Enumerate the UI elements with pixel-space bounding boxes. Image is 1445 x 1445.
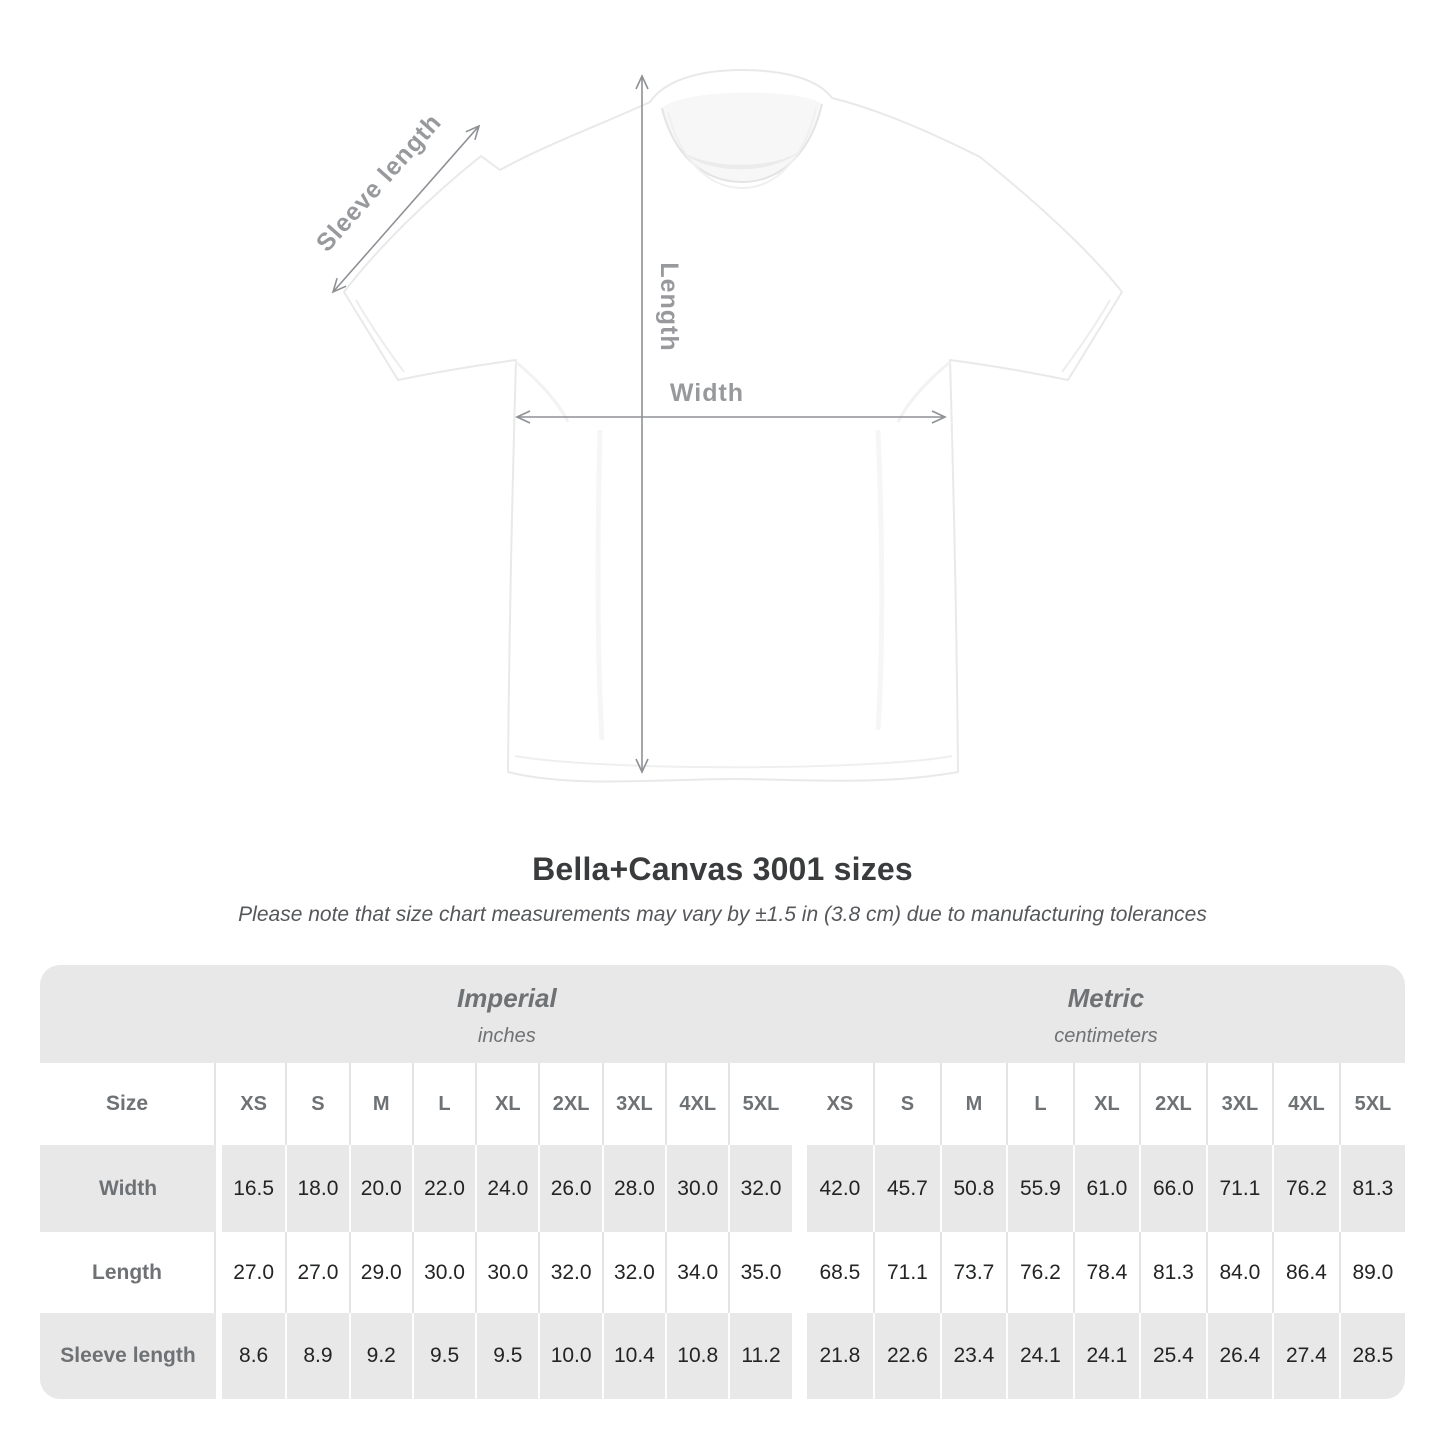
measurement-row-label: Width	[40, 1145, 216, 1232]
size-column-header: XS	[826, 1092, 854, 1115]
size-column-header: S	[873, 1063, 940, 1145]
table-cell: 11.2	[728, 1313, 791, 1399]
table-cell: 68.5	[819, 1260, 861, 1284]
table-cell: 45.7	[873, 1145, 940, 1232]
column-gap	[792, 1145, 807, 1232]
table-cell: 32.0	[728, 1145, 791, 1232]
table-cell: 35.0	[728, 1232, 791, 1313]
table-cell: 22.6	[873, 1313, 940, 1399]
size-column-header: 5XL	[728, 1063, 791, 1145]
column-gap	[792, 1232, 807, 1313]
size-column-header: M	[940, 1063, 1007, 1145]
table-cell: 71.1	[1206, 1145, 1273, 1232]
table-cell: 76.2	[1272, 1145, 1339, 1232]
size-column-header: 2XL	[538, 1063, 601, 1145]
size-table-rows	[40, 1063, 1405, 1399]
table-cell: 30.0	[412, 1232, 475, 1313]
table-cell: 71.1	[873, 1232, 940, 1313]
table-cell: 27.0	[233, 1260, 275, 1284]
table-cell: 76.2	[1006, 1232, 1073, 1313]
table-cell: 84.0	[1206, 1232, 1273, 1313]
size-row-label: Size	[40, 1063, 216, 1145]
measurement-row-label: Sleeve length	[40, 1313, 216, 1399]
table-cell: 18.0	[285, 1145, 348, 1232]
sleeve-length-label: Sleeve length	[310, 108, 448, 258]
table-cell: 50.8	[940, 1145, 1007, 1232]
table-cell: 28.5	[1339, 1313, 1406, 1399]
table-cell: 34.0	[665, 1232, 728, 1313]
table-cell: 22.0	[412, 1145, 475, 1232]
table-cell: 42.0	[807, 1145, 874, 1232]
measurement-row-label: Length	[40, 1232, 216, 1313]
imperial-unit: inches	[477, 1024, 536, 1047]
table-cell: 78.4	[1073, 1232, 1140, 1313]
metric-unit: centimeters	[1054, 1024, 1158, 1047]
table-cell: 9.5	[412, 1313, 475, 1399]
table-cell: 73.7	[940, 1232, 1007, 1313]
units-header-band	[40, 965, 1405, 1063]
size-column-header: 4XL	[665, 1063, 728, 1145]
size-column-header: 3XL	[1206, 1063, 1273, 1145]
size-header-row	[40, 1063, 1405, 1145]
table-cell: 24.1	[1073, 1313, 1140, 1399]
table-cell: 23.4	[940, 1313, 1007, 1399]
table-cell: 27.4	[1272, 1313, 1339, 1399]
table-cell: 32.0	[602, 1232, 665, 1313]
table-cell: 16.5	[222, 1145, 285, 1232]
metric-label: Metric	[1067, 982, 1145, 1013]
table-row	[40, 1232, 1405, 1313]
table-cell: 20.0	[349, 1145, 412, 1232]
size-column-header: S	[285, 1063, 348, 1145]
table-cell: 10.8	[665, 1313, 728, 1399]
size-column-header: XL	[1073, 1063, 1140, 1145]
table-cell: 8.6	[222, 1313, 285, 1399]
table-cell: 24.1	[1006, 1313, 1073, 1399]
tolerance-note: Please note that size chart measurements may vary by ±1.5 in (3.8 cm) due to manufacturing tolerances	[238, 903, 1207, 926]
imperial-group-header	[222, 965, 792, 1063]
table-cell: 32.0	[538, 1232, 601, 1313]
table-cell: 26.0	[538, 1145, 601, 1232]
size-column-header: 4XL	[1272, 1063, 1339, 1145]
table-cell: 30.0	[475, 1232, 538, 1313]
table-cell: 27.0	[285, 1232, 348, 1313]
size-table	[40, 965, 1405, 1399]
column-gap	[792, 1313, 807, 1399]
metric-group-header	[807, 965, 1406, 1063]
table-cell: 24.0	[475, 1145, 538, 1232]
table-cell: 8.9	[285, 1313, 348, 1399]
table-cell: 10.0	[538, 1313, 601, 1399]
size-column-header: 3XL	[602, 1063, 665, 1145]
table-cell: 26.4	[1206, 1313, 1273, 1399]
table-cell: 28.0	[602, 1145, 665, 1232]
table-cell: 25.4	[1139, 1313, 1206, 1399]
size-column-header: M	[349, 1063, 412, 1145]
table-cell: 10.4	[602, 1313, 665, 1399]
size-column-header: XL	[475, 1063, 538, 1145]
table-cell: 55.9	[1006, 1145, 1073, 1232]
table-row	[40, 1145, 1405, 1232]
length-label: Length	[655, 262, 683, 352]
table-cell: 89.0	[1339, 1232, 1406, 1313]
table-cell: 81.3	[1139, 1232, 1206, 1313]
imperial-label: Imperial	[456, 982, 557, 1013]
table-cell: 9.2	[349, 1313, 412, 1399]
table-cell: 30.0	[665, 1145, 728, 1232]
table-cell: 9.5	[475, 1313, 538, 1399]
column-gap	[792, 1063, 807, 1145]
table-cell: 86.4	[1272, 1232, 1339, 1313]
size-column-header: L	[412, 1063, 475, 1145]
table-cell: 81.3	[1339, 1145, 1406, 1232]
width-label: Width	[669, 379, 745, 407]
size-column-header: XS	[240, 1092, 267, 1115]
table-cell: 66.0	[1139, 1145, 1206, 1232]
size-column-header: 5XL	[1339, 1063, 1406, 1145]
table-cell: 61.0	[1073, 1145, 1140, 1232]
table-cell: 29.0	[349, 1232, 412, 1313]
table-cell: 21.8	[807, 1313, 874, 1399]
table-row	[40, 1313, 1405, 1399]
page-title: Bella+Canvas 3001 sizes	[532, 851, 913, 887]
size-column-header: 2XL	[1139, 1063, 1206, 1145]
size-column-header: L	[1006, 1063, 1073, 1145]
